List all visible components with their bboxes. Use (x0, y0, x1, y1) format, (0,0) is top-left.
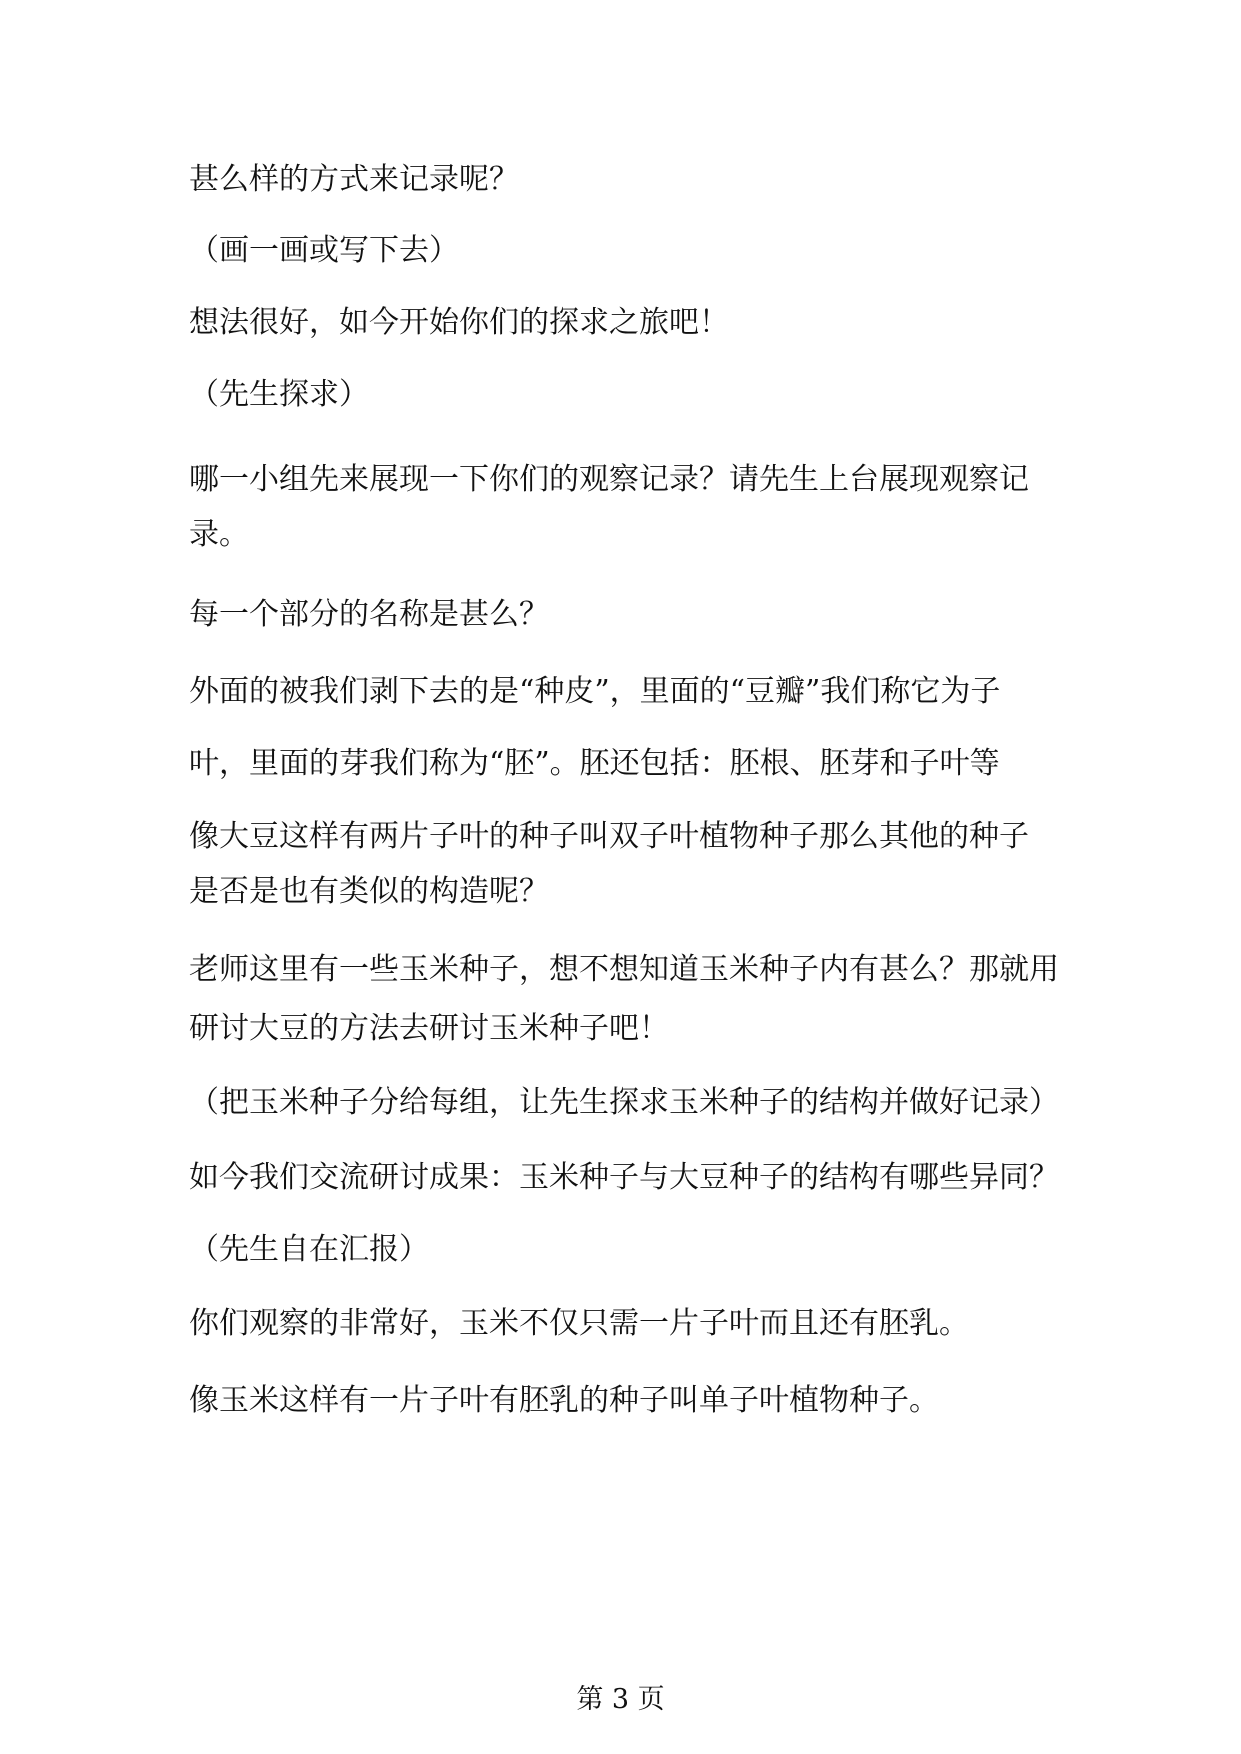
text-line: 你们观察的非常好，玉米不仅只需一片子叶而且还有胚乳。 (189, 1306, 969, 1341)
page-number: 第 3 页 (576, 1684, 665, 1715)
text-line: （画一画或写下去） (189, 233, 459, 268)
text-line: （把玉米种子分给每组，让先生探求玉米种子的结构并做好记录） (189, 1085, 1059, 1120)
text-line: 哪一小组先来展现一下你们的观察记录？请先生上台展现观察记 (189, 462, 1029, 497)
text-line: 每一个部分的名称是甚么？ (189, 597, 549, 632)
text-line: 甚么样的方式来记录呢？ (189, 162, 519, 197)
text-line: 录。 (189, 517, 249, 552)
text-line: 是否是也有类似的构造呢？ (189, 874, 549, 909)
text-line: 叶，里面的芽我们称为“胚”。胚还包括：胚根、胚芽和子叶等 (189, 746, 1000, 781)
text-line: 像玉米这样有一片子叶有胚乳的种子叫单子叶植物种子。 (189, 1383, 939, 1418)
text-line: 像大豆这样有两片子叶的种子叫双子叶植物种子那么其他的种子 (189, 819, 1029, 854)
text-line: 想法很好，如今开始你们的探求之旅吧！ (189, 305, 729, 340)
text-line: 研讨大豆的方法去研讨玉米种子吧！ (189, 1011, 669, 1046)
text-line: （先生自在汇报） (189, 1232, 429, 1267)
text-line: 外面的被我们剥下去的是“种皮”，里面的“豆瓣”我们称它为子 (189, 674, 1001, 709)
text-line: 如今我们交流研讨成果：玉米种子与大豆种子的结构有哪些异同？ (189, 1160, 1059, 1195)
text-line: 老师这里有一些玉米种子，想不想知道玉米种子内有甚么？那就用 (189, 952, 1059, 987)
text-line: （先生探求） (189, 377, 369, 412)
